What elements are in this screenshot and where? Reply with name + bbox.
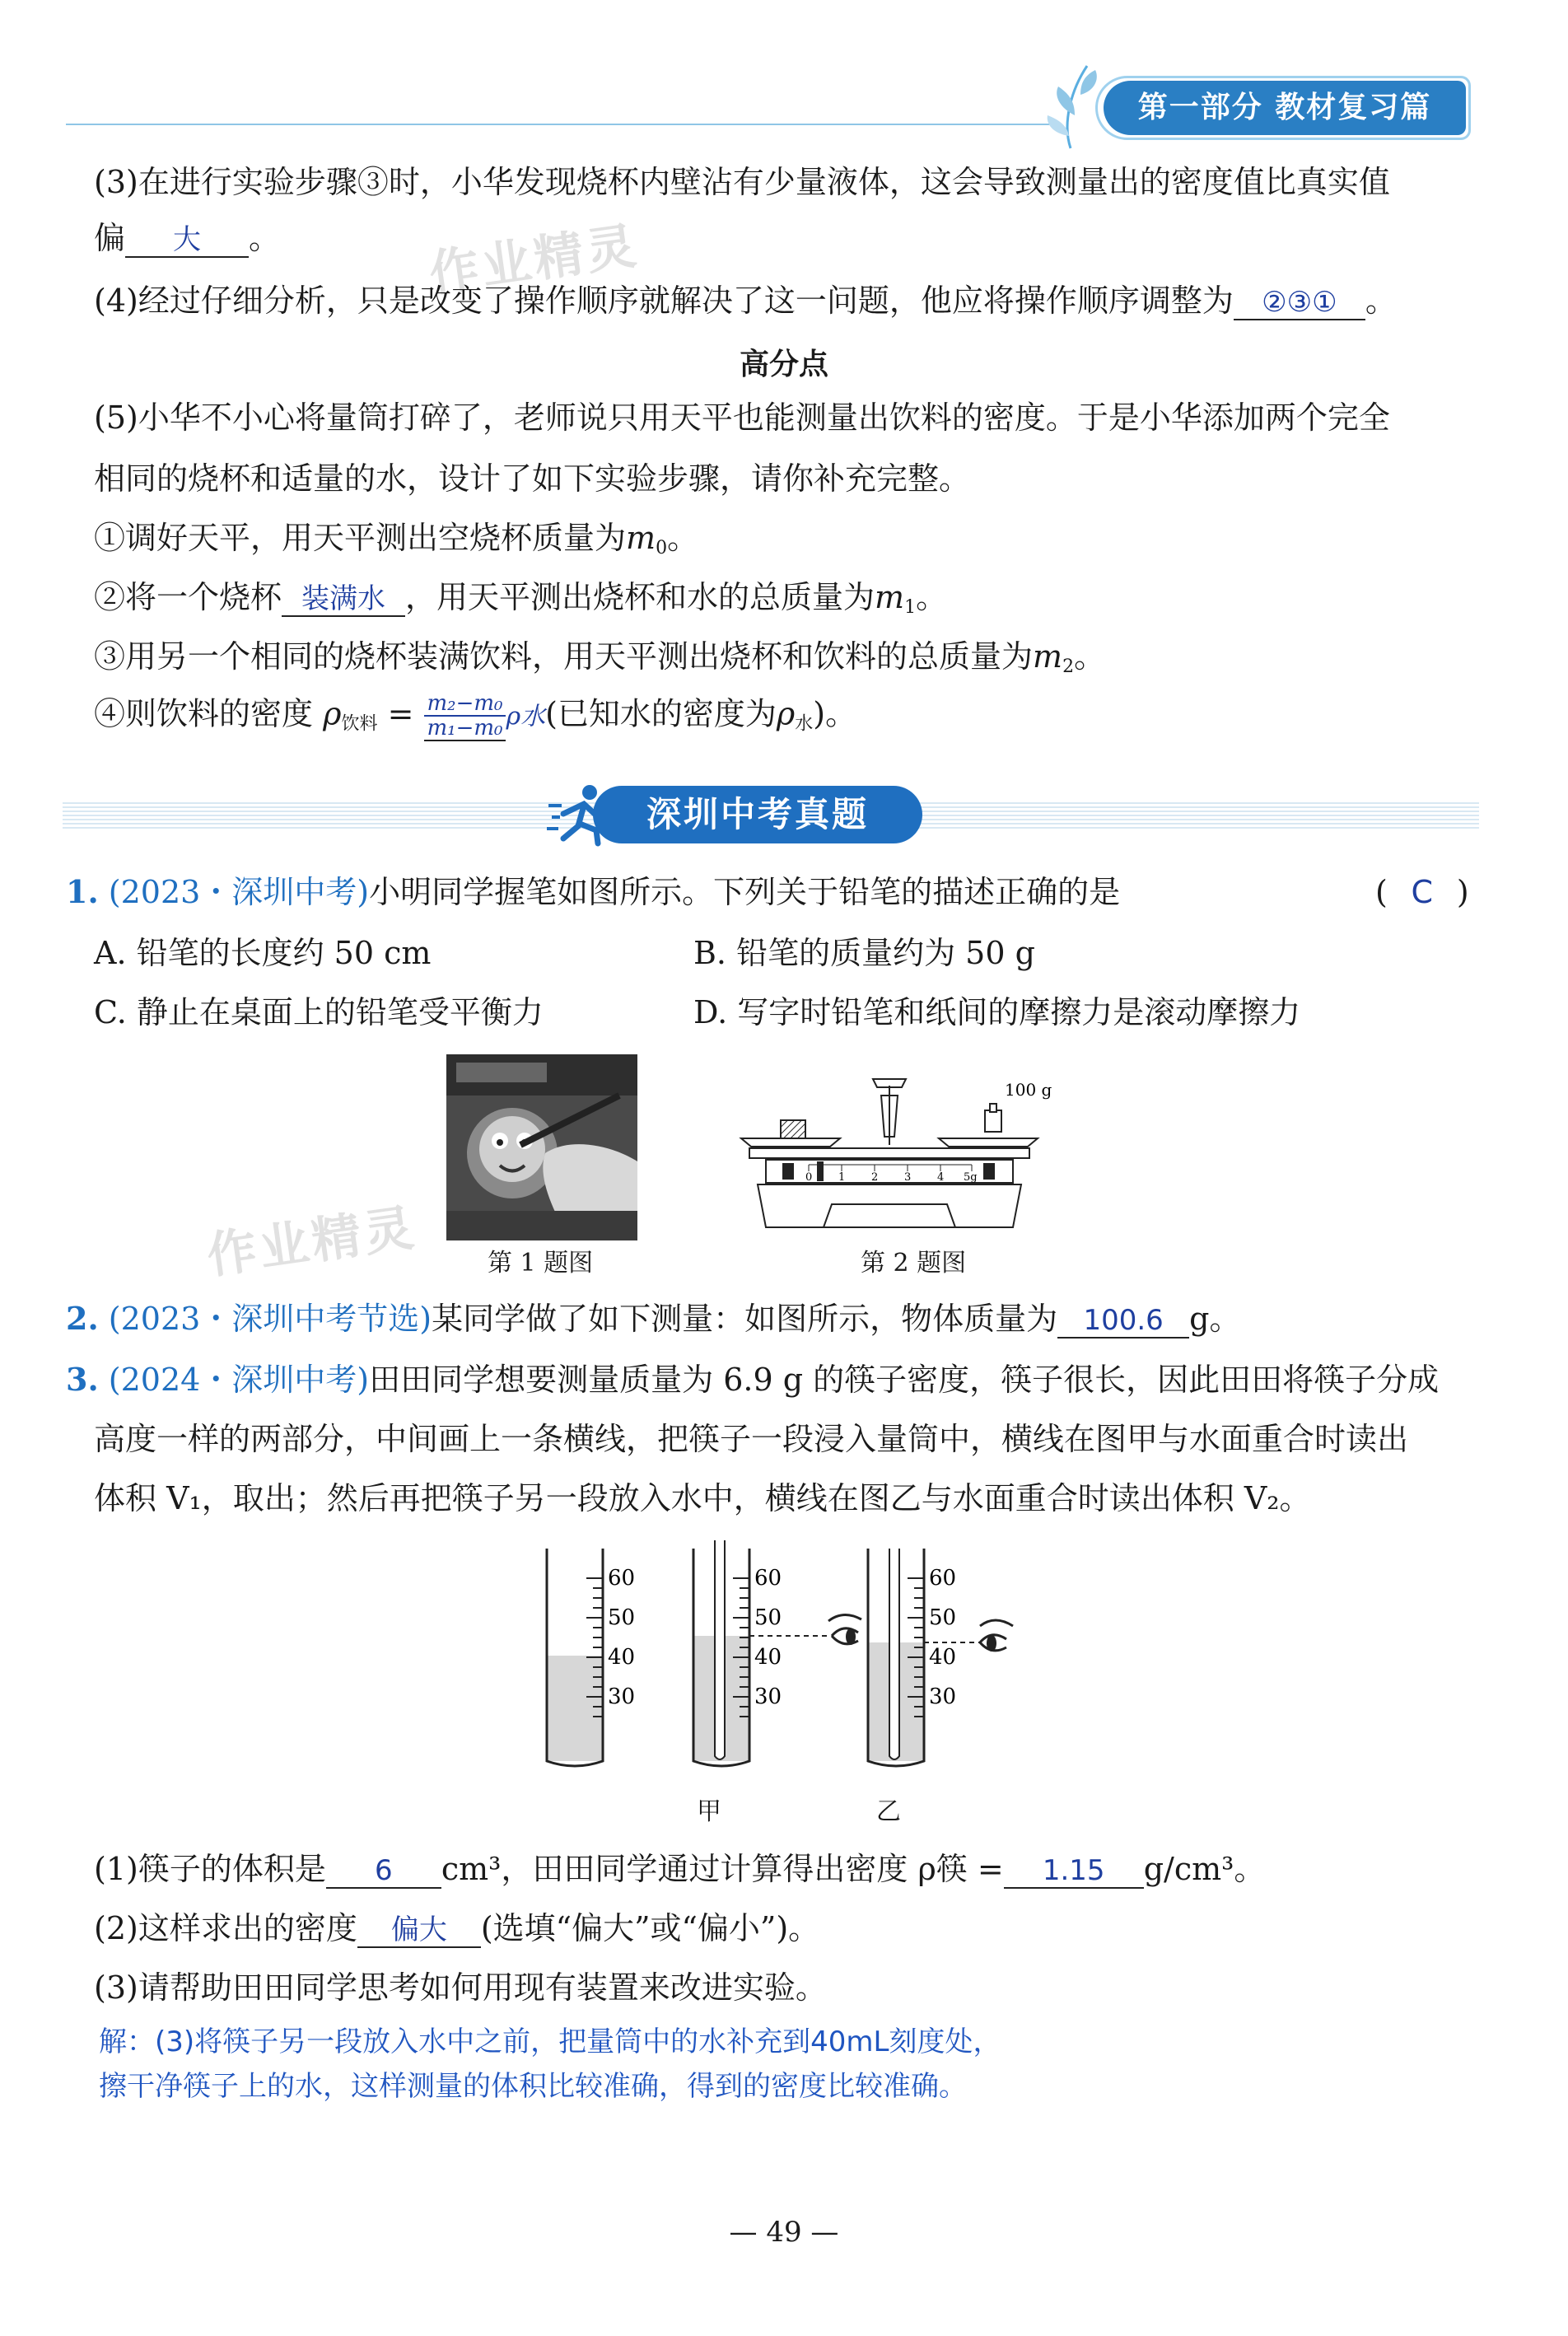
q3-line1: 3. (2024・深圳中考)田田同学想要测量质量为 6.9 g 的筷子密度，筷子很长，因此田田将筷子分成 <box>66 1361 1440 1398</box>
measuring-cylinders-figure <box>535 1540 1029 1787</box>
svg-text:50: 50 <box>754 1605 782 1630</box>
svg-text:3: 3 <box>904 1171 912 1184</box>
step2-answer: 装满水 <box>282 582 405 617</box>
cylinder-initial <box>547 1549 635 1766</box>
q3-sub1: (1)筷子的体积是 6 cm³，田田同学通过计算得出密度 ρ筷 = 1.15 g/cm³。 <box>94 1851 1266 1887</box>
q3-solution-line2: 擦干净筷子上的水，这样测量的体积比较准确，得到的密度比较准确。 <box>99 2070 967 2103</box>
balance-scale-figure <box>733 1063 1052 1240</box>
q3-line3: 体积 V₁，取出；然后再把筷子另一段放入水中，横线在图乙与水面重合时读出体积 V₂。 <box>94 1480 1311 1516</box>
q3-answer: 大 <box>125 223 249 258</box>
label-yi: 乙 <box>876 1797 901 1826</box>
svg-text:40: 40 <box>608 1645 636 1670</box>
svg-text:30: 30 <box>929 1684 957 1709</box>
q1-option-b: B. 铅笔的质量约为 50 g <box>693 935 1035 971</box>
svg-text:50: 50 <box>608 1605 636 1630</box>
svg-text:1: 1 <box>838 1171 846 1184</box>
svg-text:40: 40 <box>754 1645 782 1670</box>
q1-stem: 1. (2023・深圳中考)小明同学握笔如图所示。下列关于铅笔的描述正确的是 <box>66 873 1121 910</box>
q5-line1: (5)小华不小心将量筒打碎了，老师说只用天平也能测量出饮料的密度。于是小华添加两个完全 <box>94 399 1390 436</box>
q3-density-answer: 1.15 <box>1004 1854 1144 1889</box>
watermark: 作业精灵 <box>426 217 643 304</box>
q4-line: (4)经过仔细分析，只是改变了操作顺序就解决了这一问题，他应将操作顺序调整为 ②③① 。 <box>94 283 1397 319</box>
svg-text:50: 50 <box>929 1605 957 1630</box>
header-section-tab: 第一部分 教材复习篇 <box>1104 81 1466 135</box>
heading-high-score: 高分点 <box>739 348 828 381</box>
fig1-caption: 第 1 题图 <box>488 1249 594 1278</box>
svg-text:40: 40 <box>929 1645 957 1670</box>
q1-answer: C <box>1411 874 1434 910</box>
q1-option-d: D. 写字时铅笔和纸间的摩擦力是滚动摩擦力 <box>693 994 1301 1030</box>
step3: ③用另一个相同的烧杯装满饮料，用天平测出烧杯和饮料的总质量为$m_2$。 <box>94 638 1106 677</box>
q3-solution-line1: 解：(3)将筷子另一段放入水中之前，把量筒中的水补充到40mL刻度处， <box>99 2025 1001 2058</box>
svg-text:60: 60 <box>929 1566 957 1591</box>
q3-prefix: 偏 <box>94 220 126 256</box>
q2-line: 2. (2023・深圳中考节选)某同学做了如下测量：如图所示，物体质量为 100.6 g。 <box>66 1300 1241 1337</box>
watermark: 作业精灵 <box>203 1198 421 1286</box>
svg-text:30: 30 <box>608 1684 636 1709</box>
q1-option-a: A. 铅笔的长度约 50 cm <box>94 935 432 971</box>
svg-text:0: 0 <box>805 1171 813 1184</box>
svg-text:30: 30 <box>754 1684 782 1709</box>
eye-icon <box>980 1620 1013 1652</box>
header-rule <box>66 124 1054 125</box>
page-number: — 49 — <box>729 2216 839 2249</box>
step1: ①调好天平，用天平测出空烧杯质量为$m_0$。 <box>94 520 699 558</box>
q1-option-c: C. 静止在桌面上的铅笔受平衡力 <box>94 994 544 1030</box>
weight-label: 100 g <box>1005 1080 1052 1100</box>
svg-text:2: 2 <box>871 1171 879 1184</box>
q3-bias-answer: 偏大 <box>357 1913 481 1948</box>
svg-text:5g: 5g <box>964 1171 978 1184</box>
q4-answer: ②③① <box>1234 286 1365 320</box>
cylinder-jia <box>693 1540 861 1766</box>
q3-answer-line: 偏 大 。 <box>94 220 281 256</box>
svg-text:60: 60 <box>608 1566 636 1591</box>
svg-text:60: 60 <box>754 1566 782 1591</box>
q3-line2: 高度一样的两部分，中间画上一条横线，把筷子一段浸入量筒中，横线在图甲与水面重合时读出 <box>94 1421 1409 1457</box>
q3-sub2: (2)这样求出的密度 偏大 (选填“偏大”或“偏小”)。 <box>94 1910 820 1946</box>
pencil-grip-photo <box>446 1054 637 1240</box>
fig2-caption: 第 2 题图 <box>861 1249 967 1278</box>
density-formula: $\frac{\text{m₂−m₀}}{\text{m₁−m₀}}$ <box>424 692 506 741</box>
q3-text: (3)在进行实验步骤③时，小华发现烧杯内壁沾有少量液体，这会导致测量出的密度值比真实值 <box>94 164 1390 200</box>
q1-answer-bracket: ( C ) <box>1375 874 1469 910</box>
q2-answer: 100.6 <box>1057 1304 1189 1339</box>
q5-line2: 相同的烧杯和适量的水，设计了如下实验步骤，请你补充完整。 <box>94 460 971 497</box>
step2: ②将一个烧杯 装满水 ，用天平测出烧杯和水的总质量为$m_1$。 <box>94 579 948 618</box>
q3-sub3: (3)请帮助田田同学思考如何用现有装置来改进实验。 <box>94 1969 827 2006</box>
q3-volume-answer: 6 <box>326 1854 441 1889</box>
label-jia: 甲 <box>697 1797 721 1826</box>
eye-icon <box>828 1614 861 1645</box>
leaf-decoration-icon <box>1029 58 1104 157</box>
cylinder-yi <box>868 1549 1013 1766</box>
section-title: 深圳中考真题 <box>593 786 922 843</box>
step4: ④则饮料的密度 $\rho_{饮料}$ = $\frac{\text{m₂−m₀}}{\text{m₁−m₀}}$ ρ水(已知水的密度为$\rho_水$)。 <box>94 691 857 741</box>
svg-text:4: 4 <box>937 1171 945 1184</box>
